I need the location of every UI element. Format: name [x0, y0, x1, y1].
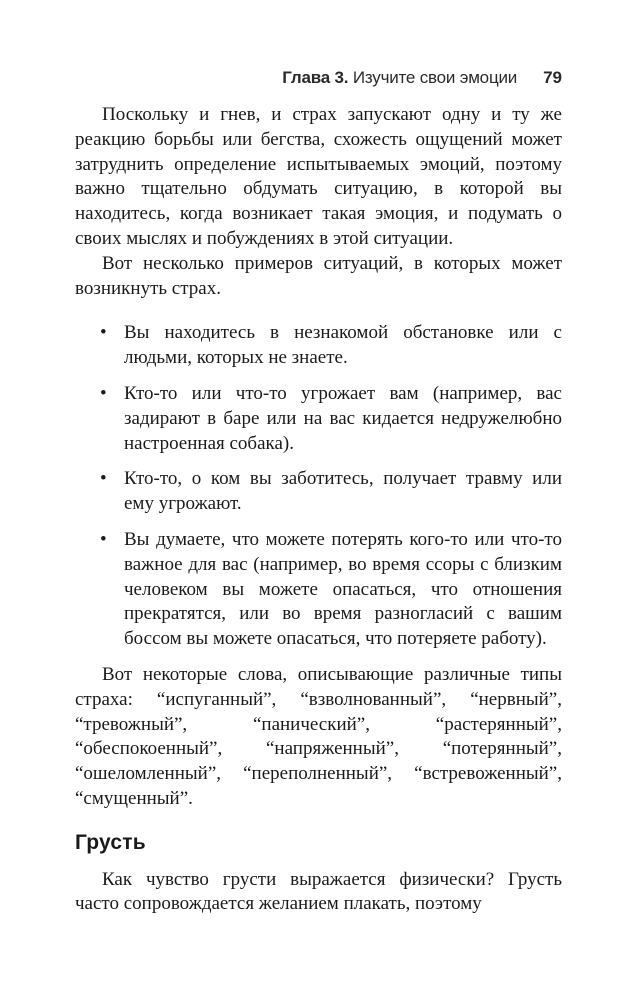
- list-item: [75, 467, 562, 517]
- list-item-text: Вы думаете, что можете потерять кого-то или что-то важное для вас (например, во время ссоры с близким человеком вы можете опасаться, что отношения прекратятся, или во время разногласий с вашим боссом вы можете опасаться, что потеряете работу).: [124, 528, 562, 650]
- list-item-text: Кто-то или что-то угрожает вам (например, вас задирают в баре или на вас кидается недружелюбно настроенная собака).: [124, 382, 562, 454]
- bullet-icon: •: [100, 322, 107, 344]
- list-item-text: Кто-то, о ком вы заботитесь, получает травму или ему угрожают.: [124, 468, 562, 515]
- list-item-text: Вы находитесь в незнакомой обстановке или с людьми, которых не знаете.: [124, 322, 562, 369]
- list-item: [75, 321, 562, 371]
- list-item: [75, 382, 562, 456]
- chapter-label: Глава 3.: [282, 68, 349, 87]
- paragraph-sadness: Как чувство грусти выражается физически? Грусть часто сопровождается желанием плакать, поэтому: [75, 868, 562, 915]
- paragraph-fear-words: Вот некоторые слова, описывающие различные типы страха: “испуганный”, “взволнованный”, “нервный”, “тревожный”, “панический”, “растерянный”, “обеспокоенный”, “напряженный”, “потерянный”, “ошеломленный”, “переполненный”, “встревоженный”, “смущенный”.: [75, 663, 562, 809]
- running-header: [282, 68, 562, 88]
- book-page: [75, 0, 562, 1000]
- bullet-icon: •: [100, 382, 107, 404]
- paragraph-fight-or-flight: Поскольку и гнев, и страх запускают одну и ту же реакцию борьбы или бегства, схожесть ощущений может затруднить определение испытываемых эмоций, поэтому важно тщательно обдумать ситуацию, в которой вы находитесь, когда возникает такая эмоция, и подумать о своих мыслях и побуждениях в этой ситуации.: [75, 104, 562, 249]
- paragraph-fear-examples-intro: Вот несколько примеров ситуаций, в которых может возникнуть страх.: [75, 252, 562, 299]
- bullet-icon: •: [100, 468, 107, 490]
- body-text: [75, 103, 562, 917]
- fear-situations-list: [75, 321, 562, 652]
- page-number: 79: [543, 68, 562, 87]
- bullet-icon: •: [100, 528, 107, 550]
- chapter-title: Изучите свои эмоции: [352, 68, 518, 87]
- list-item: [75, 528, 562, 652]
- section-heading: Грусть: [75, 830, 146, 854]
- running-title: [282, 68, 517, 88]
